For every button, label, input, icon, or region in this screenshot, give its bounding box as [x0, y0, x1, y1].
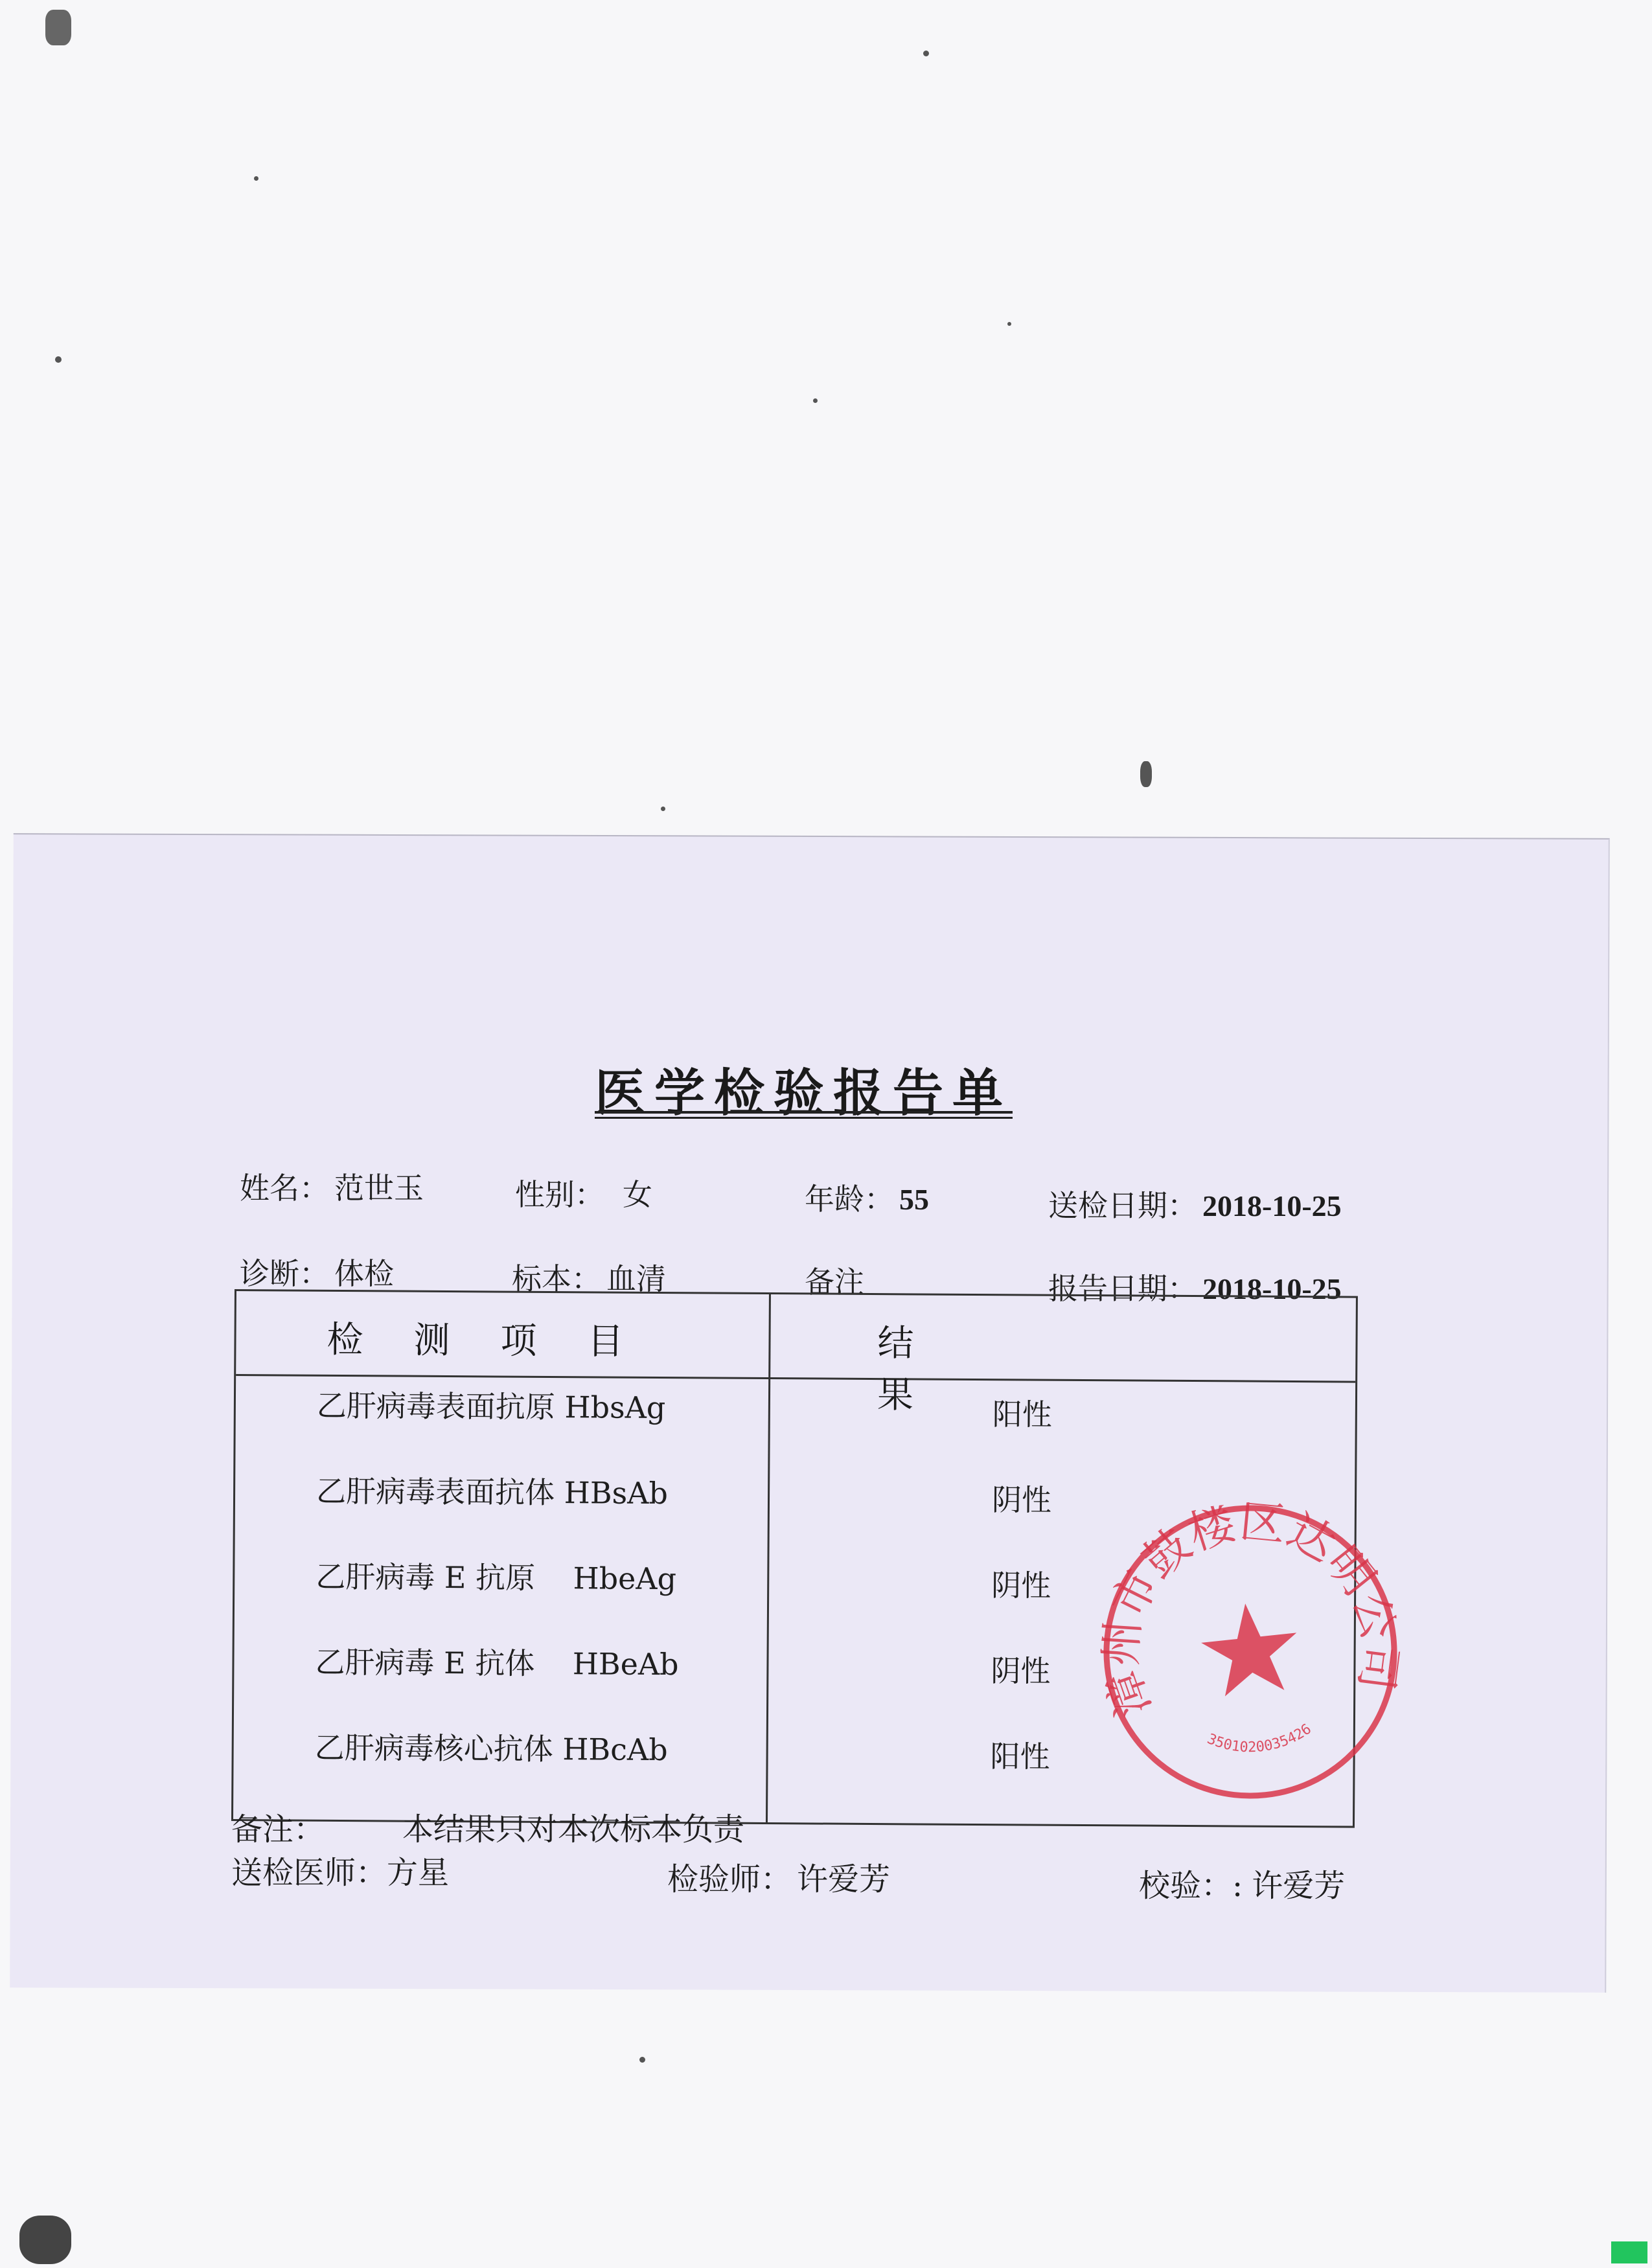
scan-speck [1007, 322, 1011, 326]
header-result-char-2: 果 [877, 1374, 914, 1417]
scan-speck [639, 2057, 645, 2063]
specimen-label: 标本： [512, 1261, 601, 1296]
scan-speck [923, 51, 929, 56]
note-label: 备注 [805, 1265, 864, 1300]
submit-date-value: 2018-10-25 [1202, 1189, 1342, 1222]
gender-field [515, 1171, 652, 1214]
specimen-value: 血清 [606, 1261, 666, 1296]
scan-speck [19, 2216, 71, 2264]
test-item-name: 乙肝病毒 E 抗原 HbeAg [315, 1559, 677, 1597]
footer-note-text: 本结果只对本次标本负责 [402, 1811, 745, 1848]
scan-speck [254, 176, 258, 181]
scan-speck [661, 807, 665, 811]
test-item-name: 乙肝病毒表面抗原 HbsAg [316, 1388, 666, 1426]
scan-speck [1140, 761, 1152, 787]
gender-label: 性别： [515, 1177, 604, 1212]
test-result: 阴性 [991, 1653, 1051, 1689]
corner-badge [1611, 2241, 1647, 2263]
name-value: 范世玉 [334, 1171, 424, 1206]
checker-value: 许爱芳 [1252, 1868, 1346, 1904]
test-result: 阴性 [991, 1568, 1051, 1603]
footer-note-label: 备注： [231, 1811, 325, 1848]
footer-doctor [231, 1848, 449, 1892]
report-date-label: 报告日期： [1048, 1271, 1197, 1306]
header-test-item: 检测项目 [327, 1318, 674, 1364]
gender-value: 女 [623, 1177, 652, 1212]
age-label: 年龄： [805, 1182, 894, 1217]
test-result: 阳性 [990, 1739, 1050, 1774]
test-item-name: 乙肝病毒 E 抗体 HBeAb [315, 1644, 679, 1682]
submit-date-field [1048, 1182, 1342, 1225]
seal-star-icon [1198, 1599, 1303, 1699]
column-divider [766, 1294, 771, 1822]
seal-org-text: 漳州市鼓楼区达明公司 [1094, 1494, 1408, 1724]
age-field [805, 1176, 929, 1219]
test-result: 阴性 [991, 1482, 1052, 1518]
test-item-name: 乙肝病毒表面抗体 HBsAb [315, 1473, 669, 1511]
scan-speck [45, 10, 71, 45]
name-field [240, 1165, 424, 1208]
diagnosis-value: 体检 [334, 1256, 394, 1291]
tester-label: 检验师： [667, 1861, 792, 1897]
tester-value: 许爱芳 [797, 1861, 891, 1897]
footer-checker [1139, 1861, 1345, 1905]
title-underline [595, 1111, 1013, 1119]
report-date-value: 2018-10-25 [1202, 1272, 1342, 1305]
name-label: 姓名： [240, 1171, 329, 1206]
diagnosis-field [240, 1250, 394, 1293]
submit-date-label: 送检日期： [1048, 1188, 1197, 1223]
doctor-value: 方星 [387, 1855, 450, 1891]
checker-label: 校验：: [1139, 1868, 1243, 1904]
document-title: 医学检验报告单 [594, 1064, 1012, 1123]
seal-code-text: 3501020035426 [1204, 1721, 1314, 1756]
doctor-label: 送检医师： [231, 1855, 387, 1891]
company-seal [1086, 1488, 1414, 1816]
age-value: 55 [899, 1183, 929, 1216]
scan-speck [813, 398, 818, 403]
scan-speck [55, 356, 62, 363]
footer-tester [667, 1854, 890, 1899]
diagnosis-label: 诊断： [240, 1256, 329, 1291]
header-result-char-1: 结 [877, 1322, 914, 1365]
test-result: 阳性 [992, 1397, 1053, 1432]
footer-note [231, 1804, 744, 1849]
test-item-name: 乙肝病毒核心抗体 HBcAb [314, 1730, 668, 1768]
header-result [877, 1314, 1356, 1421]
